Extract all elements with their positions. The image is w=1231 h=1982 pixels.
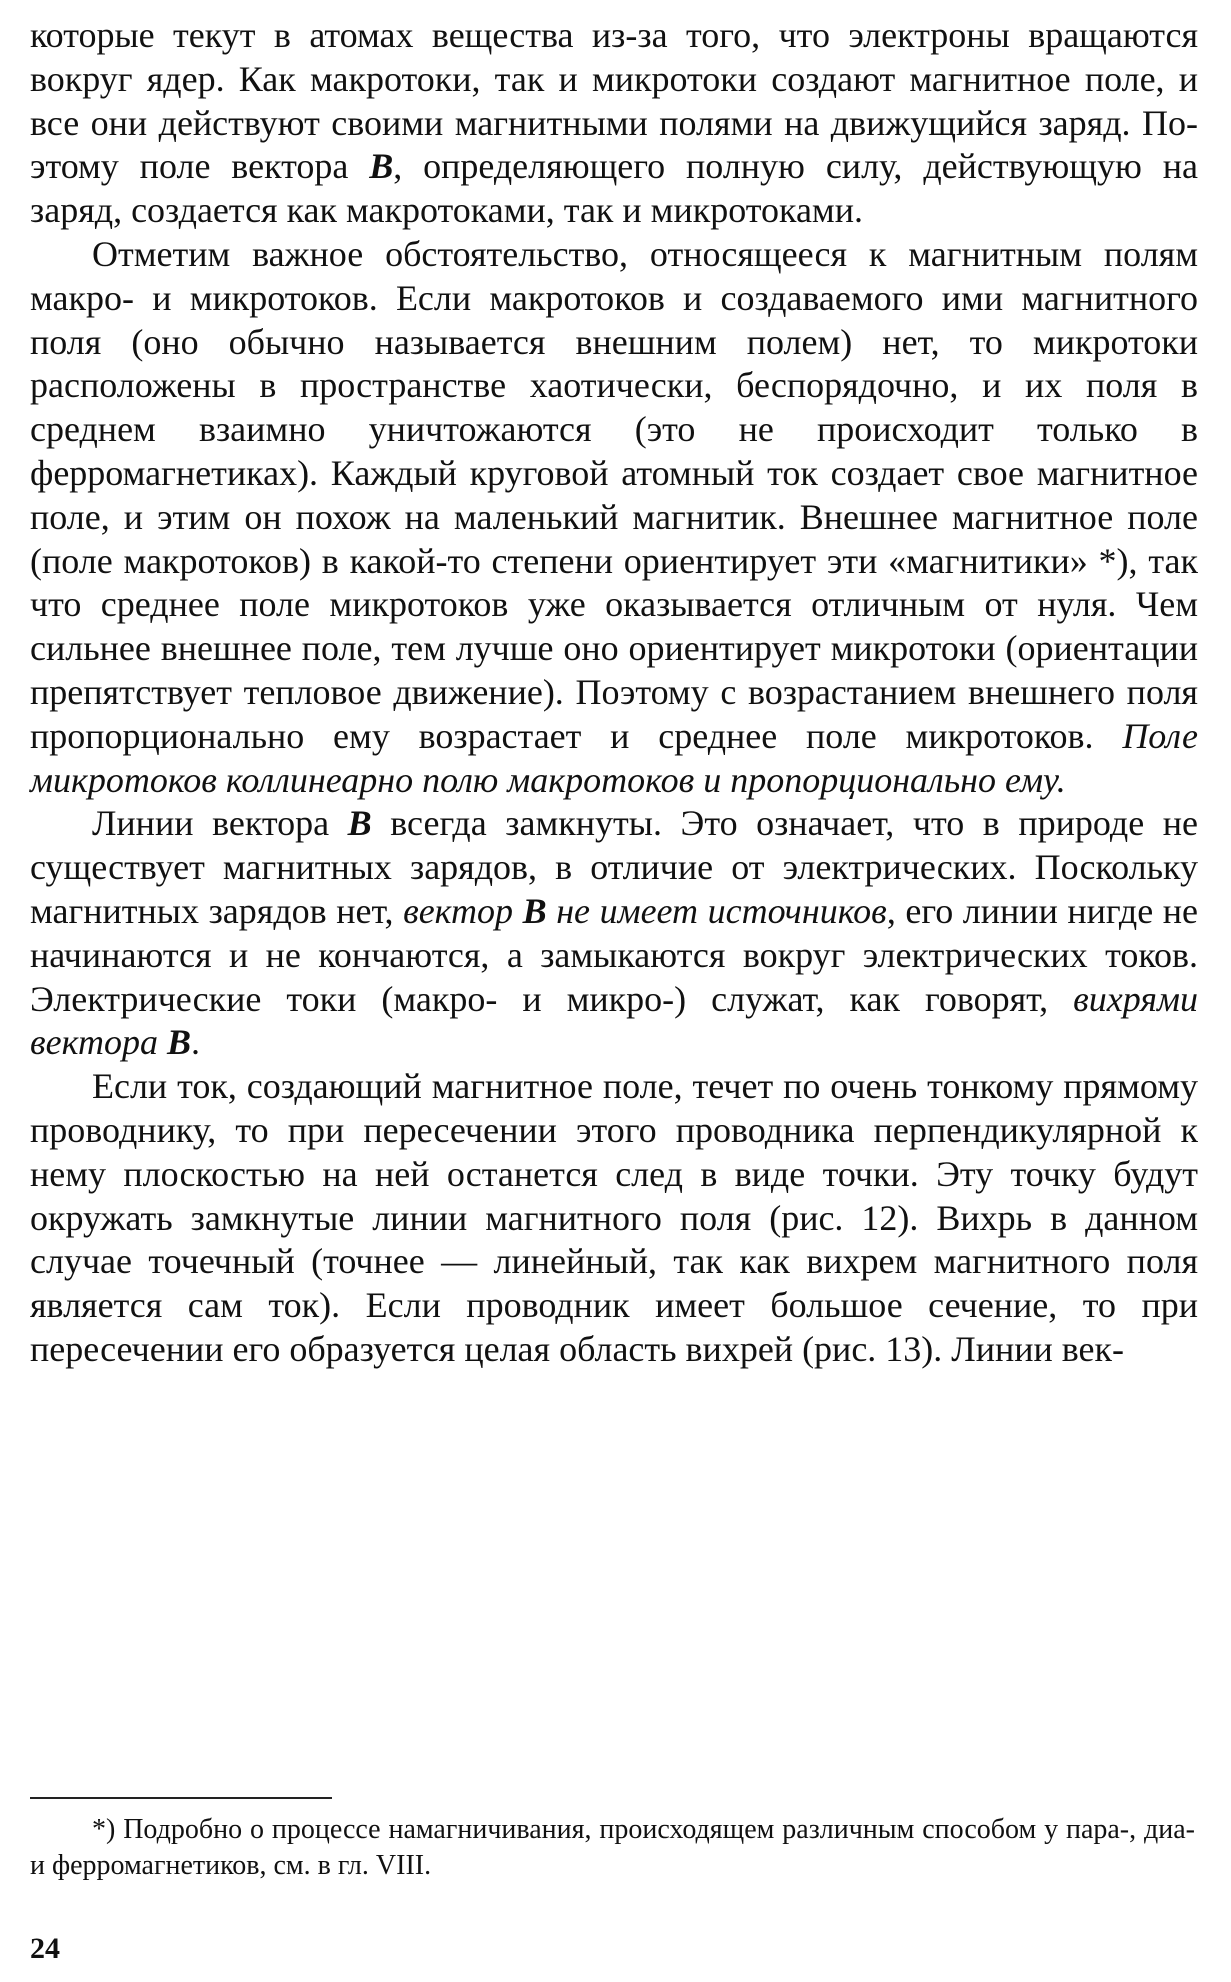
p3-text-3: , его линии нигде не начинаются и не кончаются, а замыкаются вокруг электрических токов. Электрические токи (макро- и микро-) служат, как говорят, [30, 890, 1199, 1019]
footnote [30, 1812, 1195, 1884]
p3-emphasis-1: вектор [403, 890, 523, 931]
vector-b-symbol: B [347, 803, 372, 844]
p4-text-1: Если ток, создающий магнитное поле, течет по очень тонкому прямому проводнику, то при пересечении этого проводника перпендикулярной к нему плоскостью на ней останется след в виде точки. Эту точку будут окружать замкнутые линии магнитного поля (рис. 12). Вихрь в данном случае точечный (точнее — линейный, так как вихрем магнитного поля является сам ток). Если проводник имеет большое сечение, то при пересечении его образуется целая область вихрей (рис. 13). Линии век- [30, 1066, 1198, 1369]
p3-text-4: . [190, 1022, 200, 1063]
paragraph-3 [30, 802, 1198, 1065]
p3-emphasis-2: не имеет источников [546, 890, 887, 931]
p1-text-1: которые текут в атомах вещества из-за того, что электроны вращаются вокруг ядер. Как макротоки, так и микротоки создают магнитное поле, и все они действуют своими магнитными полями на движущийся заряд. Поэтому поле вектора [30, 15, 1198, 187]
p1-text-2: , определяющего полную силу, действующую на заряд, создается как макротоками, так и микротоками. [30, 146, 1198, 231]
p3-emphasis-3: вихрями вектора [30, 978, 1198, 1063]
p3-text-2: всегда замкнуты. Это означает, что в природе не существует магнитных зарядов, в отличие от электрических. Поскольку магнитных зарядов нет, [30, 803, 1198, 931]
p2-emphasis: Поле микротоков коллинеарно полю макротоков и пропорционально ему. [30, 715, 1198, 800]
page-number: 24 [30, 1932, 60, 1965]
paragraph-1 [30, 14, 1198, 233]
paragraph-2 [30, 233, 1198, 802]
footnote-text: *) Подробно о процессе намагничивания, происходящем различным способом у пара-, диа- и ферромагнетиков, см. в гл. VIII. [30, 1814, 1195, 1881]
vector-b-symbol: B [166, 1022, 191, 1063]
vector-b-symbol: B [522, 890, 547, 931]
footnote-divider [30, 1797, 332, 1799]
page-body [30, 14, 1198, 1372]
p2-text-1: Отметим важное обстоятельство, относящееся к магнитным полям макро- и микротоков. Если макротоков и создаваемого ими магнитного поля (оно обычно называется внешним полем) нет, то микротоки расположены в пространстве хаотически, беспорядочно, и их поля в среднем взаимно уничтожаются (это не происходит только в ферромагнетиках). Каждый круговой атомный ток создает свое магнитное поле, и этим он похож на маленький магнитик. Внешнее магнитное поле (поле макротоков) в какой-то степени ориентирует эти «магнитики» *), так что среднее поле микротоков уже оказывается отличным от нуля. Чем сильнее внешнее поле, тем лучше оно ориентирует микротоки (ориентации препятствует тепловое движение). Поэтому с возрастанием внешнего поля пропорционально ему возрастает и среднее поле микротоков. [30, 233, 1198, 756]
p3-text-1: Линии вектора [92, 803, 348, 844]
vector-b-symbol: B [369, 146, 394, 187]
paragraph-4 [30, 1065, 1198, 1372]
